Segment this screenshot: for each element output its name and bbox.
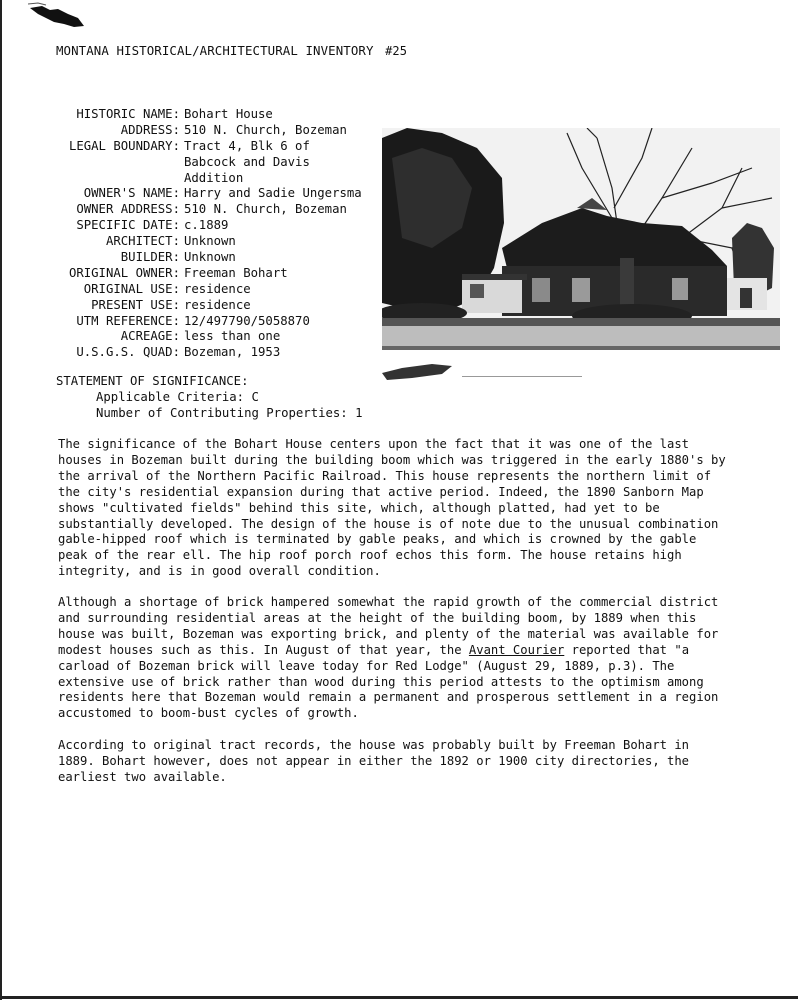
ink-blot-mark: [28, 0, 88, 32]
field-value: Tract 4, Blk 6 of: [184, 138, 310, 153]
paragraph-significance: The significance of the Bohart House centers upon the fact that it was one of the last houses in Bozeman built during the building boom which was triggered in the early 1880's by the arrival of the Northern Pacific Railroad. This house represents the northern limit of the city's residential expansion during that active period. Indeed, the 1890 Sanborn Map shows "cultivated fields" behind this site, which, although platted, had yet to be substantially developed. The design of the house is of note due to the unusual combination gable-hipped roof which is terminated by gable peaks, and which is crowned by the gable peak of the rear ell. The hip roof porch roof echos this form. The house retains high integrity, and is in good overall condition.: [58, 437, 726, 579]
field-label: BUILDER:: [120, 250, 180, 265]
inventory-number: #25: [385, 44, 408, 58]
applicable-criteria: Applicable Criteria: C: [96, 389, 259, 404]
significance-heading: STATEMENT OF SIGNIFICANCE:: [56, 374, 249, 388]
scan-edge-left: [0, 0, 2, 1000]
field-value: Babcock and Davis: [184, 154, 310, 169]
field-row: [56, 282, 362, 298]
field-row: [56, 171, 362, 187]
field-value: Unknown: [184, 250, 236, 265]
field-value: Freeman Bohart: [184, 265, 288, 280]
field-row: [56, 107, 362, 123]
form-header: [56, 43, 407, 58]
house-photograph: [382, 128, 780, 390]
paragraph-tract-records: According to original tract records, the house was probably built by Freeman Bohart in 1889. Bohart however, does not appear in either the 1892 or 1900 city directories, the earliest two available.: [58, 738, 690, 784]
field-row: [56, 155, 362, 171]
field-value: 510 N. Church, Bozeman: [184, 202, 347, 217]
field-label: PRESENT USE:: [91, 297, 180, 312]
field-row: [56, 218, 362, 234]
field-label: ACREAGE:: [120, 329, 180, 344]
field-value: 12/497790/5058870: [184, 313, 310, 328]
contributing-properties: Number of Contributing Properties: 1: [96, 405, 363, 420]
field-label: ARCHITECT:: [105, 234, 180, 249]
field-value: c.1889: [184, 218, 229, 233]
field-row: [56, 314, 362, 330]
field-row: [56, 202, 362, 218]
scan-edge-bottom: [0, 996, 798, 999]
field-label: OWNER ADDRESS:: [76, 202, 180, 217]
field-row: [56, 329, 362, 345]
field-label: HISTORIC NAME:: [76, 107, 180, 121]
field-row: [56, 298, 362, 314]
field-row: [56, 139, 362, 155]
field-label: U.S.G.S. QUAD:: [76, 345, 180, 360]
inventory-fields: [56, 107, 362, 361]
field-value: Unknown: [184, 234, 236, 249]
field-label: SPECIFIC DATE:: [76, 218, 180, 233]
field-value: Addition: [184, 170, 244, 185]
paragraph-brick-part-b: reported that "a carload of Bozeman brick will leave today for Red Lodge" (August 29, 1889, p.3). The extensive use of brick rather than wood during this period attests to the optimism among residents here that Bozeman would remain a permanent and prosperous settlement in a region accustomed to boom-bust cycles of growth.: [58, 642, 719, 721]
field-label: ORIGINAL USE:: [83, 281, 180, 296]
field-row: [56, 123, 362, 139]
field-value: Harry and Sadie Ungersma: [184, 186, 362, 201]
field-value: Bohart House: [184, 107, 273, 121]
field-label: OWNER'S NAME:: [83, 186, 180, 201]
field-label: ORIGINAL OWNER:: [68, 265, 180, 280]
form-title: MONTANA HISTORICAL/ARCHITECTURAL INVENTORY: [56, 43, 374, 58]
field-label: ADDRESS:: [120, 122, 180, 137]
field-value: residence: [184, 297, 251, 312]
field-row: [56, 250, 362, 266]
field-value: less than one: [184, 329, 281, 344]
field-row: [56, 345, 362, 361]
field-label: UTM REFERENCE:: [76, 313, 180, 328]
field-value: Bozeman, 1953: [184, 345, 281, 360]
field-value: 510 N. Church, Bozeman: [184, 122, 347, 137]
significance-block: [56, 374, 363, 422]
newspaper-title: Avant Courier: [468, 642, 565, 657]
field-row: [56, 186, 362, 202]
field-row: [56, 266, 362, 282]
field-value: residence: [184, 281, 251, 296]
field-row: [56, 234, 362, 250]
paragraph-brick-part-a: Although a shortage of brick hampered somewhat the rapid growth of the commercial district and surrounding residential areas at the height of the building boom, by 1889 when this house was built, Bozeman was exporting brick, and plenty of the material was available for modest houses such as this. In August of that year, the: [58, 595, 719, 657]
field-label: LEGAL BOUNDARY:: [68, 138, 180, 153]
paragraph-brick: [58, 595, 793, 722]
